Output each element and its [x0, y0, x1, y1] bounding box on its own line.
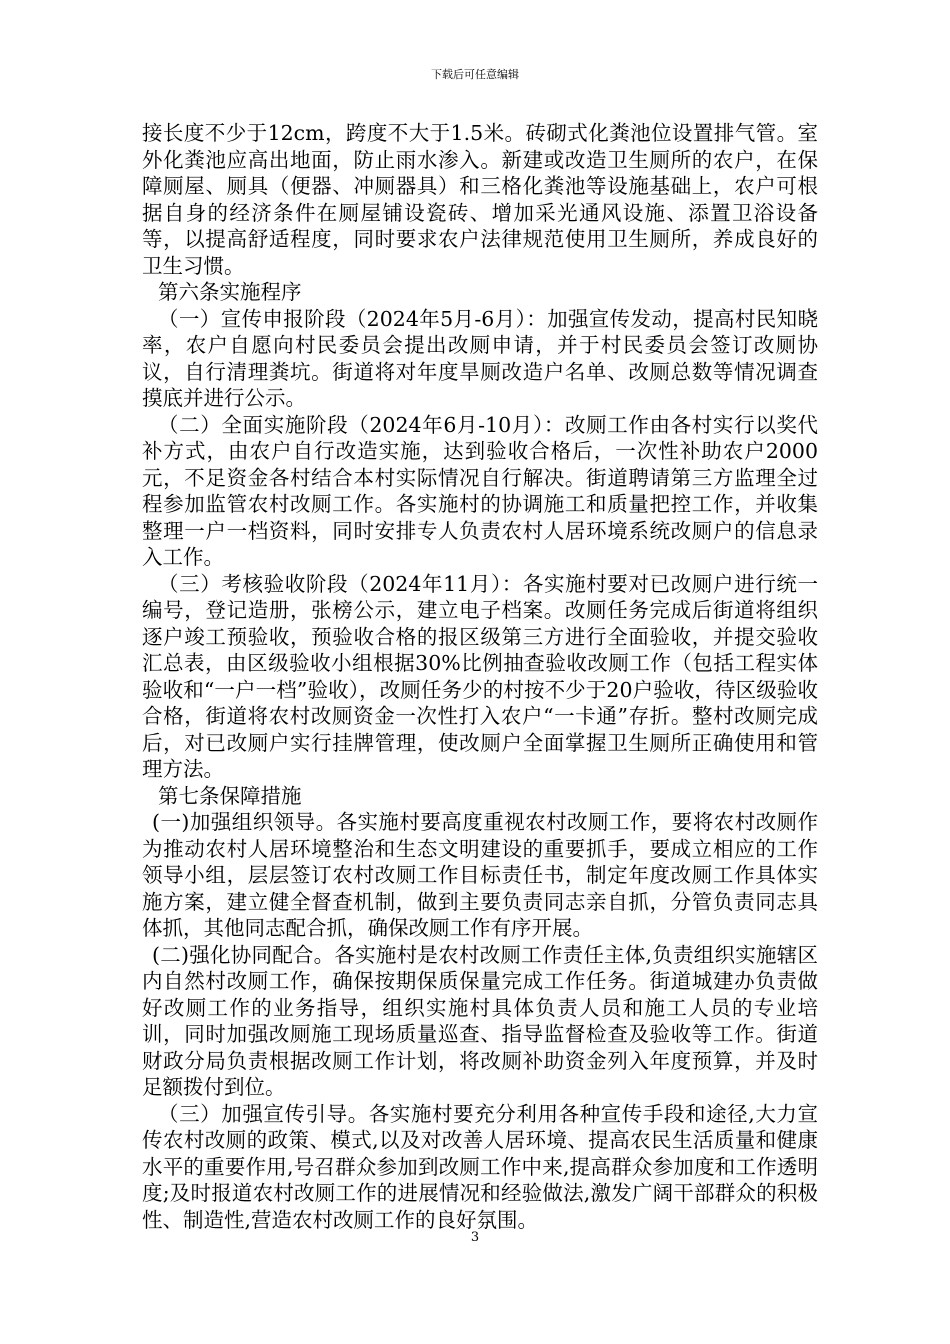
page-header: 下载后可任意编辑 [431, 68, 519, 81]
paragraph-stage-publicity: （一）宣传申报阶段（2024年5月-6月）：加强宣传发动，提高村民知晓率，农户自愿向村民委员会提出改厕申请，并于村民委员会签订改厕协议，自行清理粪坑。街道将对年度旱厕改造户名单、改厕总数等情况调查摸底并进行公示。 [142, 306, 818, 410]
paragraph-toilet-standards: 接长度不少于12cm，跨度不大于1.5米。砖砌式化粪池位设置排气管。室外化粪池应高出地面，防止雨水渗入。新建或改造卫生厕所的农户，在保障厕屋、厕具（便器、冲厕器具）和三格化粪池等设施基础上，农户可根据自身的经济条件在厕屋铺设瓷砖、增加采光通风设施、添置卫浴设备等，以提高舒适程度，同时要求农户法律规范使用卫生厕所，养成良好的卫生习惯。 [142, 121, 818, 278]
paragraph-stage-implementation: （二）全面实施阶段（2024年6月-10月）：改厕工作由各村实行以奖代补方式，由农户自行改造实施，达到验收合格后，一次性补助农户2000元，不足资金各村结合本村实际情况自行解决。街道聘请第三方监理全过程参加监管农村改厕工作。各实施村的协调施工和质量把控工作，并收集整理一户一档资料，同时安排专人负责农村人居环境系统改厕户的信息录入工作。 [142, 412, 818, 569]
paragraph-measure-leadership: (一)加强组织领导。各实施村要高度重视农村改厕工作，要将农村改厕作为推动农村人居环境整治和生态文明建设的重要抓手，要成立相应的工作领导小组，层层签订农村改厕工作目标责任书，制定年度改厕工作具体实施方案，建立健全督查机制，做到主要负责同志亲自抓，分管负责同志具体抓，其他同志配合抓，确保改厕工作有序开展。 [142, 810, 818, 940]
document-body [142, 120, 818, 1233]
paragraph-stage-acceptance: （三）考核验收阶段（2024年11月）：各实施村要对已改厕户进行统一编号，登记造册，张榜公示，建立电子档案。改厕任务完成后街道将组织逐户竣工预验收，预验收合格的报区级第三方进行全面验收，并提交验收汇总表，由区级验收小组根据30%比例抽查验收改厕工作（包括工程实体验收和“一户一档”验收），改厕任务少的村按不少于20户验收，待区级验收合格，街道将农村改厕资金一次性打入农户“一卡通”存折。整村改厕完成后，对已改厕户实行挂牌管理，使改厕户全面掌握卫生厕所正确使用和管理方法。 [142, 571, 818, 781]
paragraph-measure-coordination: (二)强化协同配合。各实施村是农村改厕工作责任主体,负责组织实施辖区内自然村改厕工作，确保按期保质保量完成工作任务。街道城建办负责做好改厕工作的业务指导，组织实施村具体负责人员和施工人员的专业培训，同时加强改厕施工现场质量巡查、指导监督检查及验收等工作。街道财政分局负责根据改厕工作计划，将改厕补助资金列入年度预算，并及时足额拨付到位。 [142, 942, 818, 1099]
paragraph-measure-publicity: （三）加强宣传引导。各实施村要充分利用各种宣传手段和途径,大力宣传农村改厕的政策、模式,以及对改善人居环境、提高农民生活质量和健康水平的重要作用,号召群众参加到改厕工作中来,提高群众参加度和工作透明度;及时报道农村改厕工作的进展情况和经验做法,激发广阔干部群众的积极性、制造性,营造农村改厕工作的良好氛围。 [142, 1101, 818, 1232]
section-heading-article-6: 第六条实施程序 [158, 280, 302, 304]
section-heading-article-7: 第七条保障措施 [158, 783, 302, 808]
page-number: 3 [470, 1230, 480, 1245]
